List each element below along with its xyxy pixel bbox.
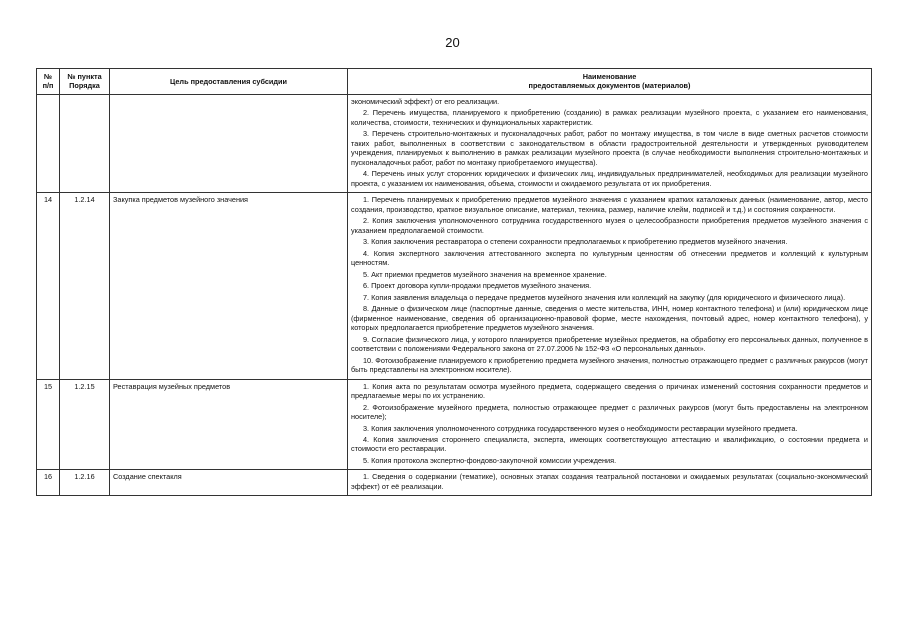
header-docs: Наименование предоставляемых документов (материалов) — [348, 69, 872, 95]
doc-item: 5. Акт приемки предметов музейного значения на временное хранение. — [363, 269, 607, 279]
doc-item: 4. Копия заключения стороннего специалиста, эксперта, имеющих соответствующую аттестацию и квалификацию, о состоянии предмета и стоимости его реставрации. — [351, 434, 868, 454]
row-docs — [348, 379, 872, 470]
header-num: № п/п — [37, 69, 60, 95]
table-row — [37, 379, 872, 470]
doc-item: 2. Копия заключения уполномоченного сотрудника государственного музея о целесообразности приобретения предметов музейного значения с указанием предполагаемой стоимости. — [351, 216, 868, 235]
row-goal — [110, 94, 348, 192]
doc-item: 1. Перечень планируемых к приобретению предметов музейного значения с указанием кратких каталожных данных (наименование, автор, место создания, производство, краткое визуальное описание, материал, техника, размер, наличие клейм, подписей и т.д.) и состояния сохранности. — [351, 195, 868, 214]
page-number: 20 — [445, 35, 460, 50]
doc-item: 1. Сведения о содержании (тематике), основных этапах создания театральной постановки и ожидаемых результатах (социально-экономический эффект) от её реализации. — [351, 472, 868, 491]
row-num: 14 — [37, 193, 60, 379]
row-num: 15 — [37, 379, 60, 470]
doc-item: 7. Копия заявления владельца о передаче предметов музейного значения или коллекций на закупку (для юридического и физического лица). — [363, 292, 846, 302]
header-goal: Цель предоставления субсидии — [110, 69, 348, 95]
row-docs — [348, 193, 872, 379]
doc-item: 4. Копия экспертного заключения аттестованного эксперта по культурным ценностям об отнесении предметов и коллекций к культурным ценностям. — [351, 248, 868, 268]
row-goal: Закупка предметов музейного значения — [110, 193, 348, 379]
row-point — [60, 94, 110, 192]
row-point: 1.2.16 — [60, 470, 110, 496]
row-docs — [348, 470, 872, 496]
header-point: № пункта Порядка — [60, 69, 110, 95]
row-goal: Создание спектакля — [110, 470, 348, 496]
row-docs — [348, 94, 872, 192]
doc-item: 4. Перечень иных услуг сторонних юридических и физических лиц, индивидуальных предпринимателей, необходимых для реализации музейного проекта, с указанием их наименования, объема, стоимости и ожидаемого результата от их приобретения. — [351, 169, 868, 188]
subsidy-documents-table — [36, 68, 872, 496]
row-num — [37, 94, 60, 192]
doc-item: 9. Согласие физического лица, у которого планируется приобретение музейных предметов, на обработку его персональных данных, полученное в соответствии с положениями Федерального закона от 27.07.2006 № 152-ФЗ «О персональных данных». — [351, 334, 868, 354]
row-point: 1.2.15 — [60, 379, 110, 470]
table-row — [37, 94, 872, 192]
doc-item: 2. Перечень имущества, планируемого к приобретению (созданию) в рамках реализации музейного проекта, с указанием его наименования, количества, стоимости, технических и функциональных характеристик. — [351, 108, 868, 127]
doc-item: 3. Перечень строительно-монтажных и пусконаладочных работ, работ по монтажу имущества, в том числе в виде сметных расчетов стоимости таких работ, выполненных в соответствии с законодательством в области градостроительной деятельности и утвержденных руководителем учреждения, планируемых к выполнению в рамках реализации музейного проекта (в случае необходимости выполнения строительно-монтажных и пусконаладочных работ, работ по монтажу приобретаемого имущества). — [351, 129, 868, 167]
row-point: 1.2.14 — [60, 193, 110, 379]
table-row — [37, 470, 872, 496]
doc-item: 8. Данные о физическом лице (паспортные данные, сведения о месте жительства, ИНН, номер контактного телефона) и (или) юридическом лице (фирменное наименование, сведения об организационно-правовой форме, месте нахождения, почтовый адрес, номер контактного телефона), у которых предполагается приобретение предметов музейного значения. — [351, 304, 868, 333]
doc-item: экономический эффект) от его реализации. — [351, 96, 500, 106]
doc-item: 10. Фотоизображение планируемого к приобретению предмета музейного значения, полностью отражающего предмет с различных ракурсов (могут быть представлены на электронном носителе). — [351, 355, 868, 375]
table-header-row — [37, 69, 872, 95]
doc-item: 5. Копия протокола экспертно-фондово-закупочной комиссии учреждения. — [363, 455, 617, 465]
doc-item: 2. Фотоизображение музейного предмета, полностью отражающее предмет с различных ракурсов (могут быть предоставлены на электронном носителе); — [351, 402, 868, 422]
table-row — [37, 193, 872, 379]
doc-item: 3. Копия заключения уполномоченного сотрудника государственного музея о необходимости реставрации музейного предмета. — [363, 423, 798, 433]
row-goal: Реставрация музейных предметов — [110, 379, 348, 470]
doc-item: 6. Проект договора купли-продажи предметов музейного значения. — [363, 281, 592, 291]
row-num: 16 — [37, 470, 60, 496]
doc-item: 1. Копия акта по результатам осмотра музейного предмета, содержащего сведения о причинах изменений состояния сохранности предметов и предлагаемые меры по их устранению. — [351, 381, 868, 401]
doc-item: 3. Копия заключения реставратора о степени сохранности предполагаемых к приобретению предметов музейного значения. — [363, 237, 788, 247]
